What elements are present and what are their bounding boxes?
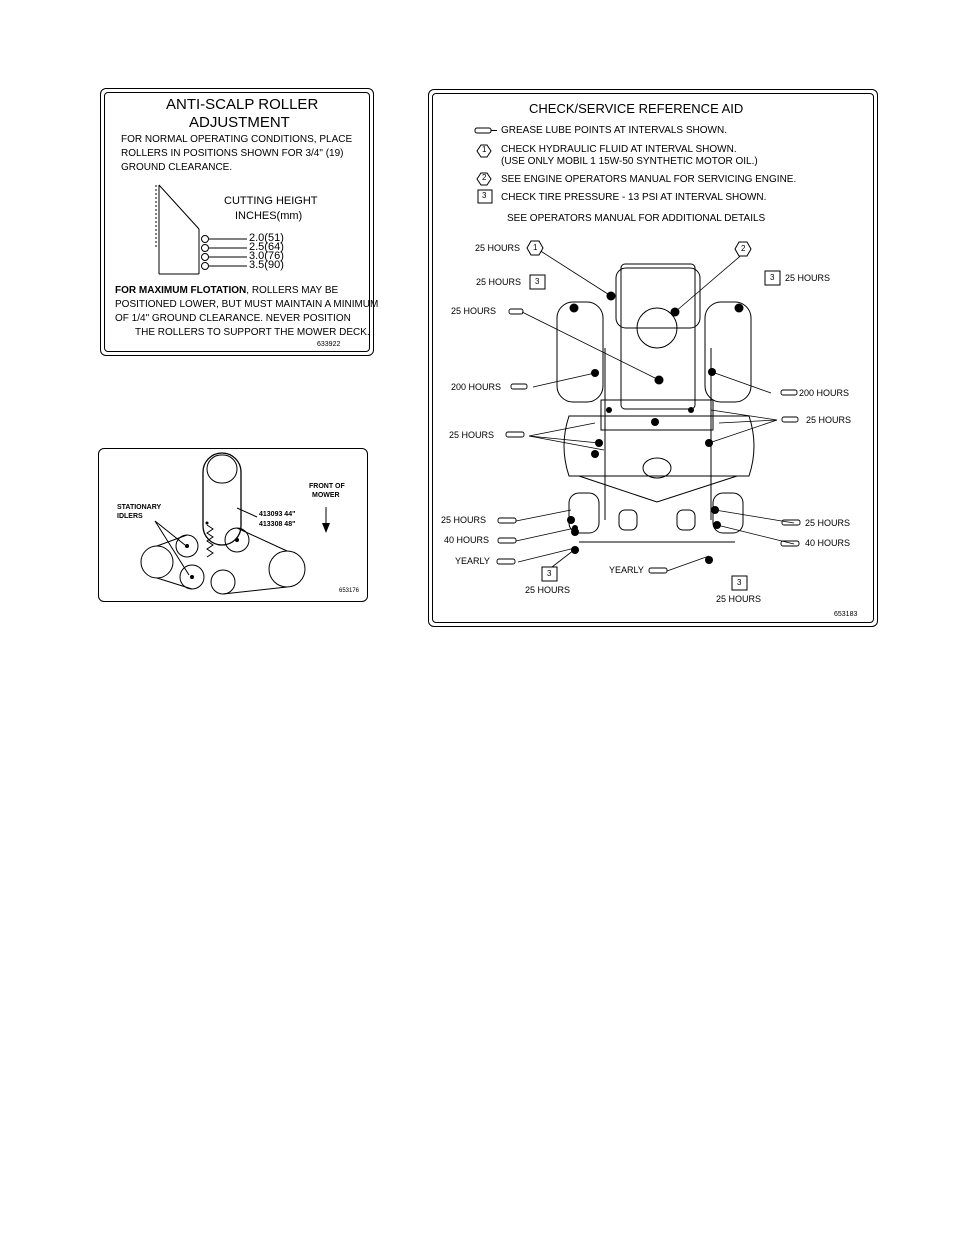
belt-decal-part-number: 653176 [339, 588, 360, 594]
front-of-mower-line1: FRONT OF [309, 483, 345, 490]
belt-routing-decal [98, 448, 368, 602]
cutting-height-units: INCHES(mm) [235, 210, 303, 222]
height-option-1: 2.0(51) [249, 232, 284, 244]
anti-scalp-title-line2: ADJUSTMENT [189, 114, 290, 131]
legend-2-text: SEE ENGINE OPERATORS MANUAL FOR SERVICING ENGINE. [501, 174, 797, 185]
legend-3-text: CHECK TIRE PRESSURE - 13 PSI AT INTERVAL SHOWN. [501, 192, 767, 203]
label-200-hours-left: 200 HOURS [451, 382, 502, 392]
flotation-line2: POSITIONED LOWER, BUT MUST MAINTAIN A MINIMUM [115, 299, 379, 310]
label-40-hours-left: 40 HOURS [444, 535, 490, 545]
anti-scalp-title-line1: ANTI-SCALP ROLLER [166, 96, 319, 113]
anti-scalp-part-number: 633922 [317, 341, 341, 348]
roller-hole-3 [202, 254, 209, 261]
label-25-hours-bottom-left: 25 HOURS [525, 585, 571, 595]
label-25-hours-tire-right: 25 HOURS [785, 273, 831, 283]
height-option-3: 3.0(76) [249, 250, 284, 262]
legend-1-number: 1 [482, 145, 487, 154]
front-of-mower-line2: MOWER [312, 492, 340, 499]
flotation-bold: FOR MAXIMUM FLOTATION [115, 285, 247, 296]
legend-grease: GREASE LUBE POINTS AT INTERVALS SHOWN. [501, 125, 727, 136]
callout-3-bottom-left-number: 3 [547, 569, 552, 578]
service-reference-decal [428, 89, 878, 627]
label-yearly-left: YEARLY [455, 556, 490, 566]
label-25-hours-lower-right: 25 HOURS [805, 518, 851, 528]
label-yearly-center: YEARLY [609, 565, 644, 575]
stationary-idlers-line2: IDLERS [117, 513, 143, 520]
stationary-idlers-line1: STATIONARY [117, 504, 162, 511]
belt-part-44: 413093 44" [259, 511, 296, 518]
callout-1-number: 1 [533, 243, 538, 252]
cutting-height-label: CUTTING HEIGHT [224, 195, 318, 207]
callout-3-right-number: 3 [770, 273, 775, 282]
label-25-hours-mid-left: 25 HOURS [449, 430, 495, 440]
height-option-2: 2.5(64) [249, 241, 284, 253]
label-25-hours-bottom-right: 25 HOURS [716, 594, 762, 604]
belt-upper-run [203, 453, 241, 545]
see-operators-manual: SEE OPERATORS MANUAL FOR ADDITIONAL DETAILS [507, 213, 766, 224]
pulley-lower-center [211, 570, 235, 594]
flotation-line4: THE ROLLERS TO SUPPORT THE MOWER DECK. [135, 327, 370, 338]
service-aid-title: CHECK/SERVICE REFERENCE AID [529, 101, 744, 116]
label-25-hours-grease-upper: 25 HOURS [451, 306, 497, 316]
legend-2-number: 2 [482, 173, 487, 182]
anti-scalp-intro-line2: ROLLERS IN POSITIONS SHOWN FOR 3/4" (19) [121, 148, 344, 159]
callout-2-number: 2 [741, 244, 746, 253]
legend-3-number: 3 [482, 191, 487, 200]
label-25-hours-lower-left: 25 HOURS [441, 515, 487, 525]
service-aid-part-number: 653183 [834, 611, 858, 618]
grease-gun-icon [475, 128, 497, 133]
label-25-hours-tire-left: 25 HOURS [476, 277, 522, 287]
pulley-spindle-left [141, 546, 173, 578]
anti-scalp-decal [100, 88, 379, 356]
anti-scalp-intro-line1: FOR NORMAL OPERATING CONDITIONS, PLACE [121, 134, 353, 145]
label-25-hours-hydraulic: 25 HOURS [475, 243, 521, 253]
belt-routing-diagram [99, 449, 367, 601]
height-option-4: 3.5(90) [249, 259, 284, 271]
flotation-line1-rest: , ROLLERS MAY BE [246, 285, 339, 296]
roller-hole-2 [202, 245, 209, 252]
roller-hole-1 [202, 236, 209, 243]
anti-scalp-intro-line3: GROUND CLEARANCE. [121, 162, 233, 173]
legend-1-line2: (USE ONLY MOBIL 1 15W-50 SYNTHETIC MOTOR OIL.) [501, 156, 758, 167]
callout-3-left-number: 3 [535, 277, 540, 286]
label-40-hours-right: 40 HOURS [805, 538, 851, 548]
legend-1-line1: CHECK HYDRAULIC FLUID AT INTERVAL SHOWN. [501, 144, 737, 155]
flotation-line3: OF 1/4" GROUND CLEARANCE. NEVER POSITION [115, 313, 351, 324]
service-points [567, 292, 744, 565]
callout-3-bottom-right-number: 3 [737, 578, 742, 587]
pulley-spindle-right [269, 551, 305, 587]
belt-part-48: 413308 48" [259, 521, 296, 528]
mower-outline [557, 264, 754, 542]
label-200-hours-right: 200 HOURS [799, 388, 850, 398]
roller-hole-4 [202, 263, 209, 270]
label-25-hours-mid-right: 25 HOURS [806, 415, 852, 425]
flotation-line1 [115, 286, 338, 296]
